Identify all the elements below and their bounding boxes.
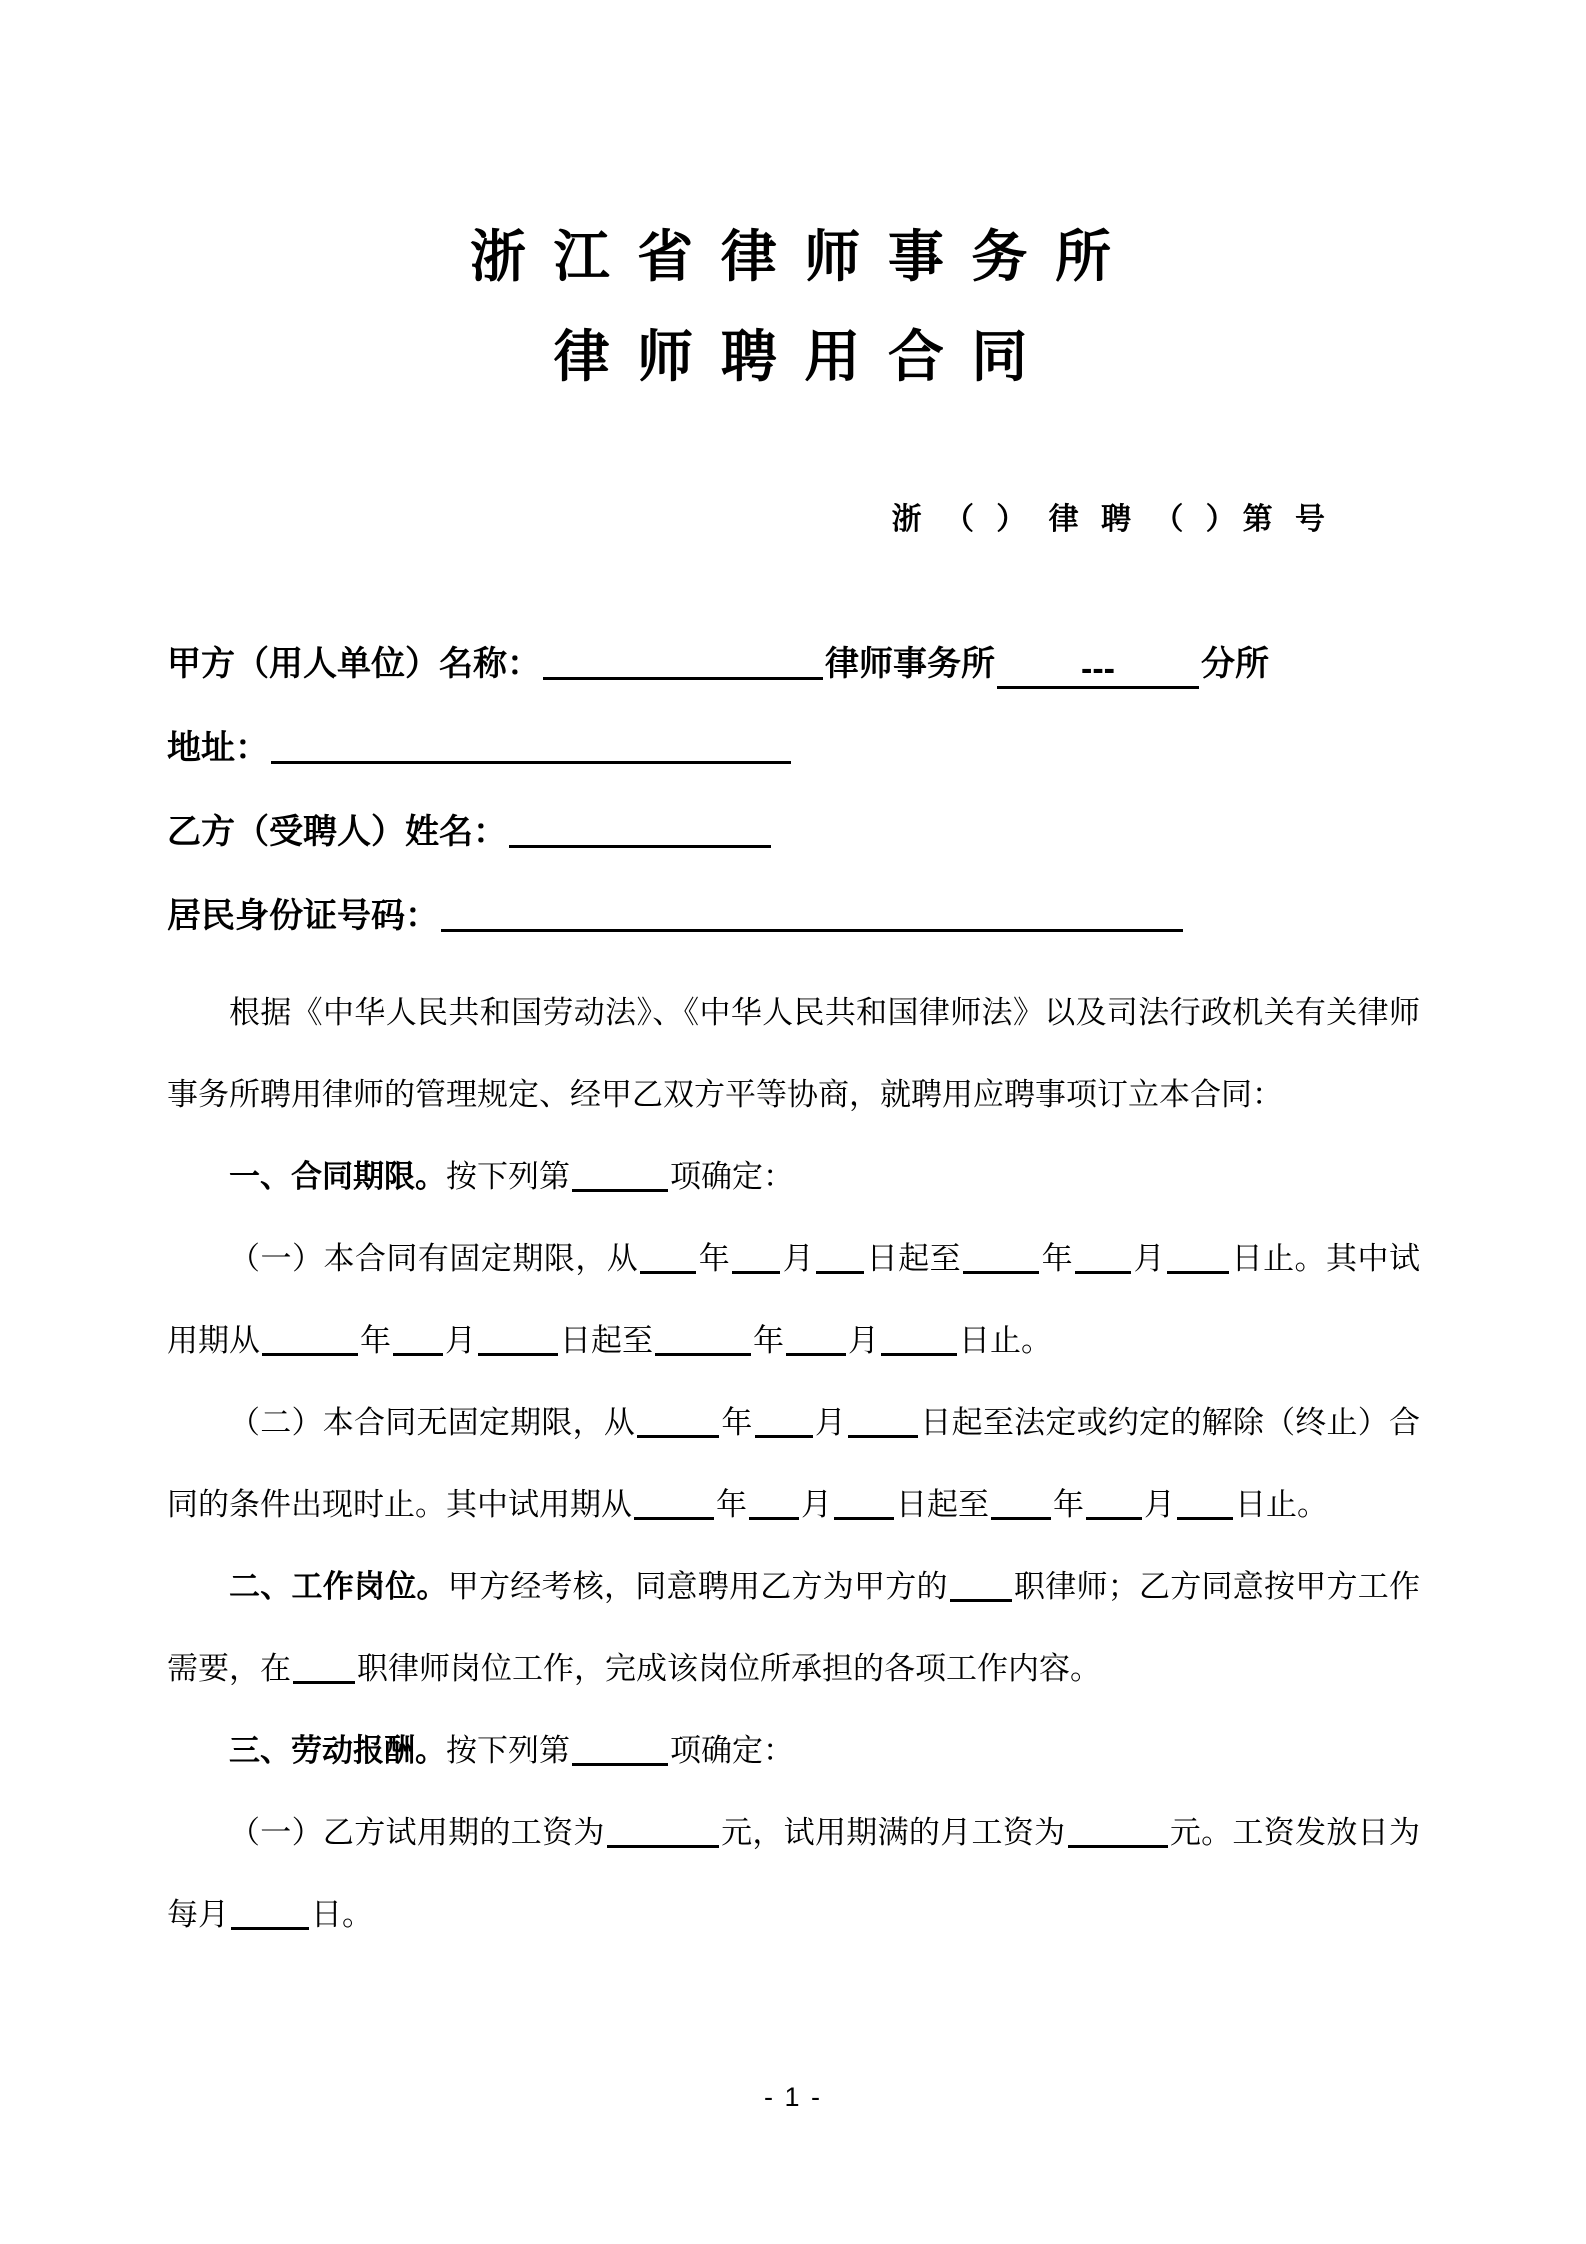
blank-field — [963, 1240, 1039, 1274]
blank-field — [655, 1322, 751, 1356]
blank-field — [786, 1322, 846, 1356]
blank-field — [834, 1486, 894, 1520]
text-run: 按下列第 — [446, 1732, 570, 1768]
text-run: 一、合同期限。 — [229, 1158, 446, 1194]
clause-3-heading — [167, 1710, 1420, 1792]
text-run: 甲方经考核，同意聘用乙方为甲方的 — [447, 1568, 948, 1604]
text-run: 月 — [445, 1322, 476, 1358]
text-run: （一）乙方试用期的工资为 — [229, 1814, 605, 1850]
text-run: 日起至 — [866, 1240, 962, 1276]
contract-body — [167, 972, 1420, 1956]
form-line-party-b-name — [167, 790, 1420, 874]
blank-field — [816, 1240, 864, 1274]
text-run: 月 — [1144, 1486, 1175, 1522]
blank-field — [231, 1896, 309, 1930]
text-run: 甲方（用人单位）名称： — [167, 644, 541, 683]
text-run: 分所 — [1201, 644, 1269, 683]
text-run: 日。 — [311, 1896, 373, 1932]
text-run: 日止。其中试用期从 — [167, 1240, 1421, 1358]
text-run: 年 — [1041, 1240, 1074, 1276]
form-line-party-a-name — [167, 622, 1420, 706]
text-run: 年 — [360, 1322, 391, 1358]
text-run: 元，试用期满的月工资为 — [720, 1814, 1066, 1850]
text-run: 日起至 — [896, 1486, 989, 1522]
text-run: 月 — [1133, 1240, 1166, 1276]
text-run: 项确定： — [670, 1158, 794, 1194]
blank-field — [441, 895, 1183, 932]
blank-field — [572, 1158, 668, 1192]
blank-field: --- — [997, 652, 1199, 689]
clause-2-position — [167, 1546, 1420, 1710]
blank-field — [640, 1240, 696, 1274]
text-run: （一）本合同有固定期限，从 — [229, 1240, 639, 1276]
blank-field — [271, 727, 791, 764]
blank-field — [881, 1322, 957, 1356]
blank-field — [1177, 1486, 1233, 1520]
page-number: - 1 - — [763, 2082, 822, 2112]
blank-field — [572, 1732, 668, 1766]
text-run: 年 — [753, 1322, 784, 1358]
text-run: 年 — [698, 1240, 731, 1276]
document-title-line2: 律 师 聘 用 合 同 — [553, 325, 1034, 389]
text-run: 职律师；乙方同意按甲方工作需要，在 — [167, 1568, 1420, 1686]
text-run: 年 — [1053, 1486, 1084, 1522]
blank-field — [755, 1404, 813, 1438]
text-run: 日起至 — [560, 1322, 653, 1358]
blank-field — [732, 1240, 780, 1274]
blank-field — [1068, 1814, 1168, 1848]
blank-field — [1075, 1240, 1131, 1274]
clause-1-heading — [167, 1136, 1420, 1218]
text-run: 元。工资发放日为每月 — [167, 1814, 1420, 1932]
header-form-block — [167, 622, 1420, 958]
text-run: 二、工作岗位。 — [229, 1568, 448, 1604]
form-line-id-number — [167, 874, 1420, 958]
text-run: 月 — [782, 1240, 815, 1276]
blank-field — [543, 643, 823, 680]
text-run: 日止。 — [959, 1322, 1052, 1358]
text-run: 年 — [716, 1486, 747, 1522]
blank-field — [509, 811, 771, 848]
text-run: 居民身份证号码： — [167, 896, 439, 935]
text-run: 按下列第 — [446, 1158, 570, 1194]
text-run: 律师事务所 — [825, 644, 995, 683]
text-run: 三、劳动报酬。 — [229, 1732, 446, 1768]
blank-field — [749, 1486, 799, 1520]
text-run: 项确定： — [670, 1732, 794, 1768]
form-line-address — [167, 706, 1420, 790]
text-run: 年 — [721, 1404, 753, 1440]
preamble-paragraph — [167, 972, 1420, 1136]
document-title-line1: 浙 江 省 律 师 事 务 所 — [470, 225, 1117, 288]
blank-field — [991, 1486, 1051, 1520]
blank-field — [293, 1650, 355, 1684]
blank-field — [262, 1322, 358, 1356]
reference-number-line: 浙 （ ） 律 聘 （ ）第 号 — [891, 502, 1332, 536]
text-run: 职律师岗位工作，完成该岗位所承担的各项工作内容。 — [357, 1650, 1101, 1686]
blank-field — [637, 1404, 719, 1438]
text-run: 日止。 — [1235, 1486, 1328, 1522]
clause-1-item-2 — [167, 1382, 1420, 1546]
blank-field — [478, 1322, 558, 1356]
blank-field — [848, 1404, 918, 1438]
blank-field — [607, 1814, 719, 1848]
blank-field — [393, 1322, 443, 1356]
blank-field — [950, 1568, 1012, 1602]
text-run: （二）本合同无固定期限，从 — [229, 1404, 636, 1440]
text-run: 乙方（受聘人）姓名： — [167, 812, 507, 851]
text-run: 日起至法定或约定的解除（终止）合同的条件出现时止。其中试用期从 — [167, 1404, 1421, 1522]
text-run: 月 — [814, 1404, 847, 1440]
text-run: 根据《中华人民共和国劳动法》、《中华人民共和国律师法》以及司法行政机关有关律师事务所聘用律师的管理规定、经甲乙双方平等协商，就聘用应聘事项订立本合同： — [167, 994, 1420, 1112]
text-run: 月 — [801, 1486, 832, 1522]
blank-field — [1167, 1240, 1229, 1274]
blank-field — [634, 1486, 714, 1520]
clause-3-item-1 — [167, 1792, 1420, 1956]
text-run: 地址： — [167, 728, 269, 767]
text-run: 月 — [848, 1322, 879, 1358]
blank-field — [1086, 1486, 1142, 1520]
clause-1-item-1 — [167, 1218, 1420, 1382]
